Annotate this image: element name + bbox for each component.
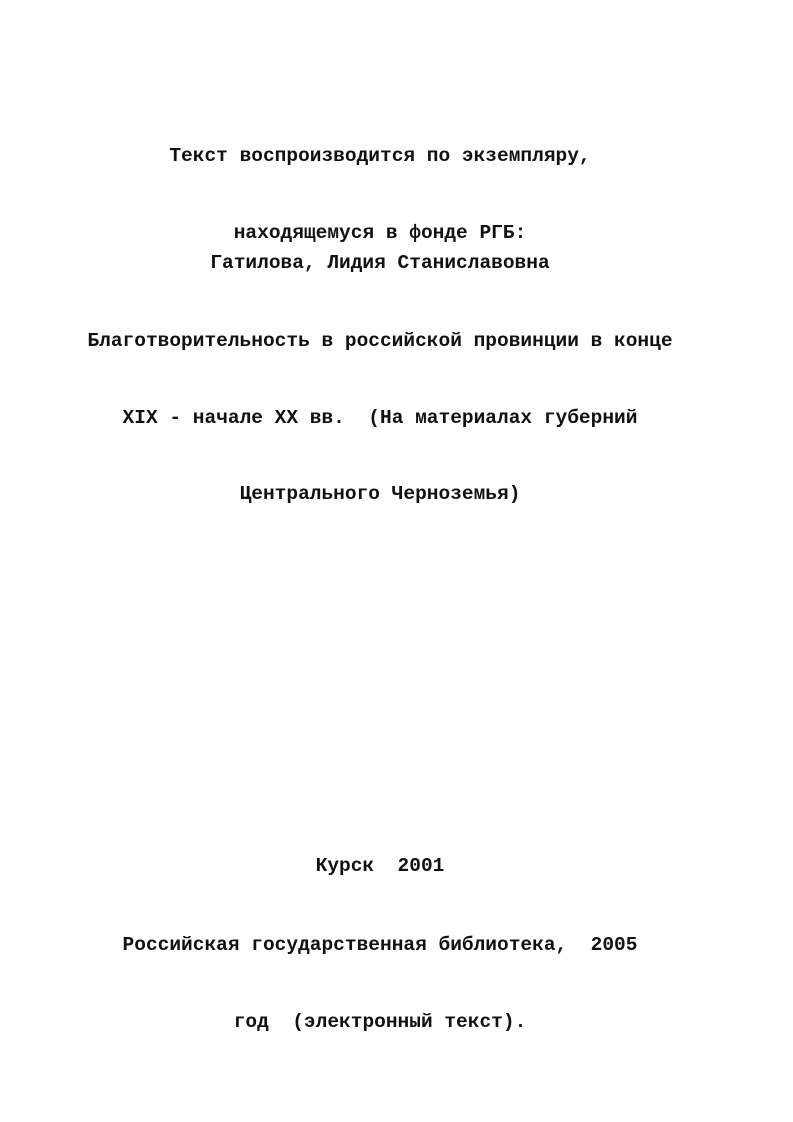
title-line: XIX - начале XX вв. (На материалах губерний xyxy=(122,406,638,429)
title-line: Центрального Черноземья) xyxy=(239,483,521,505)
publisher-note-line: год (электронный текст). xyxy=(233,1010,527,1033)
source-notice-line: находящемуся в фонде РГБ: xyxy=(233,221,527,244)
author-name: Гатилова, Лидия Станиславовна xyxy=(210,252,550,274)
publisher-note xyxy=(0,882,760,1086)
place-year-text: Курск 2001 xyxy=(315,855,445,877)
book-title xyxy=(0,278,760,559)
source-notice-line: Текст воспроизводится по экземпляру, xyxy=(169,145,591,167)
publisher-note-line: Российская государственная библиотека, 2005 xyxy=(122,934,638,956)
title-line: Благотворительность в российской провинции в конце xyxy=(87,330,673,352)
